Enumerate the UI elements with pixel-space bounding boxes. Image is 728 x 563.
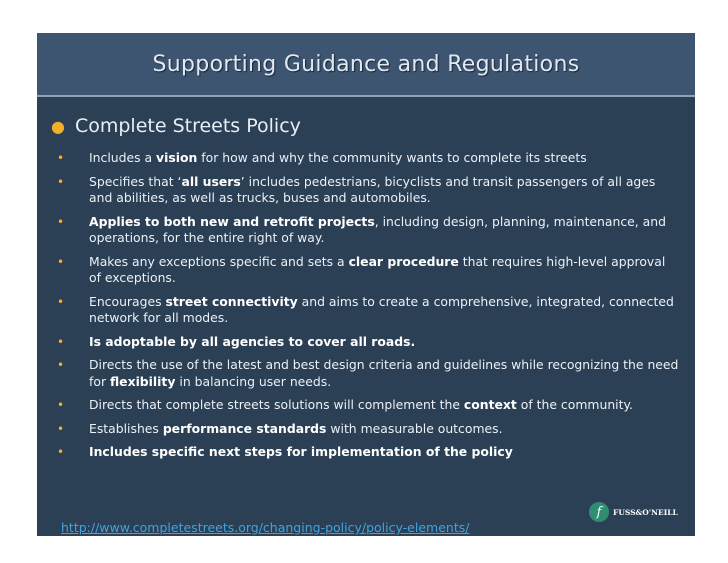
- bullet-icon: •: [57, 421, 65, 436]
- emphasis-text: performance standards: [162, 420, 327, 436]
- list-item: [55, 214, 680, 247]
- bullet-icon: •: [57, 214, 65, 229]
- list-item: [55, 444, 680, 461]
- list-item: [55, 294, 680, 327]
- slide-title: Supporting Guidance and Regulations: [152, 51, 580, 77]
- list-item: [55, 150, 680, 167]
- bullet-text: Makes any exceptions specific and sets a: [89, 253, 349, 269]
- bullet-text: Includes a: [89, 150, 157, 165]
- emphasis-text: clear procedure: [348, 253, 459, 269]
- emphasis-text: street connectivity: [165, 293, 298, 309]
- bullet-text: Directs the use of the latest and best design criteria and guidelines while recognizing the need for: [89, 357, 679, 389]
- emphasis-text: all users: [181, 173, 241, 189]
- title-bar: [37, 33, 695, 95]
- emphasis-text: Applies to both new and retrofit projects: [89, 213, 375, 229]
- list-item: [55, 174, 680, 207]
- section-heading-text: Complete Streets Policy: [74, 115, 301, 137]
- bullet-text: Encourages: [89, 293, 166, 309]
- emphasis-text: Includes specific next steps for implementation of the policy: [89, 444, 513, 459]
- bullet-text: Directs that complete streets solutions will complement the: [89, 397, 464, 412]
- bullet-text: , including design, planning, maintenance, and operations, for the entire right of way.: [89, 213, 666, 245]
- policy-bullet-list: [55, 150, 680, 468]
- bullet-text: with measurable outcomes.: [326, 420, 503, 436]
- list-item: [55, 421, 680, 438]
- bullet-icon: •: [57, 445, 65, 459]
- bullet-text: that requires high-level approval of exceptions.: [89, 253, 666, 285]
- bullet-icon: •: [57, 254, 65, 269]
- bullet-icon: •: [57, 358, 65, 372]
- emphasis-text: Is adoptable by all agencies to cover all roads.: [89, 333, 416, 349]
- bullet-text: ’ includes pedestrians, bicyclists and transit passengers of all ages and abilities, as well as trucks, buses and automobiles.: [89, 173, 656, 205]
- bullet-icon: •: [57, 334, 65, 349]
- policy-elements-link[interactable]: http://www.completestreets.org/changing-policy/policy-elements/: [61, 520, 470, 535]
- bullet-icon: •: [57, 174, 65, 189]
- bullet-text: in balancing user needs.: [175, 373, 332, 389]
- bullet-icon: •: [57, 151, 65, 165]
- content-panel: [37, 97, 695, 536]
- section-heading: [51, 115, 301, 137]
- list-item: [55, 397, 680, 414]
- emphasis-text: context: [463, 397, 517, 412]
- bullet-text: for how and why the community wants to complete its streets: [197, 150, 587, 165]
- slide: [37, 33, 695, 536]
- emphasis-text: flexibility: [109, 373, 176, 389]
- bullet-icon: •: [57, 294, 65, 309]
- bullet-icon: ●: [51, 117, 65, 136]
- logo-mark-icon: f: [589, 502, 609, 522]
- bullet-icon: •: [57, 398, 65, 412]
- bullet-text: and aims to create a comprehensive, integrated, connected network for all modes.: [89, 293, 674, 325]
- bullet-text: of the community.: [516, 397, 633, 412]
- bullet-text: Specifies that ‘: [89, 173, 182, 189]
- list-item: [55, 334, 680, 351]
- logo-text: FUSS&O'NEILL: [613, 507, 678, 517]
- bullet-text: Establishes: [89, 420, 163, 436]
- company-logo: [589, 502, 678, 522]
- list-item: [55, 254, 680, 287]
- emphasis-text: vision: [156, 150, 198, 165]
- list-item: [55, 357, 680, 390]
